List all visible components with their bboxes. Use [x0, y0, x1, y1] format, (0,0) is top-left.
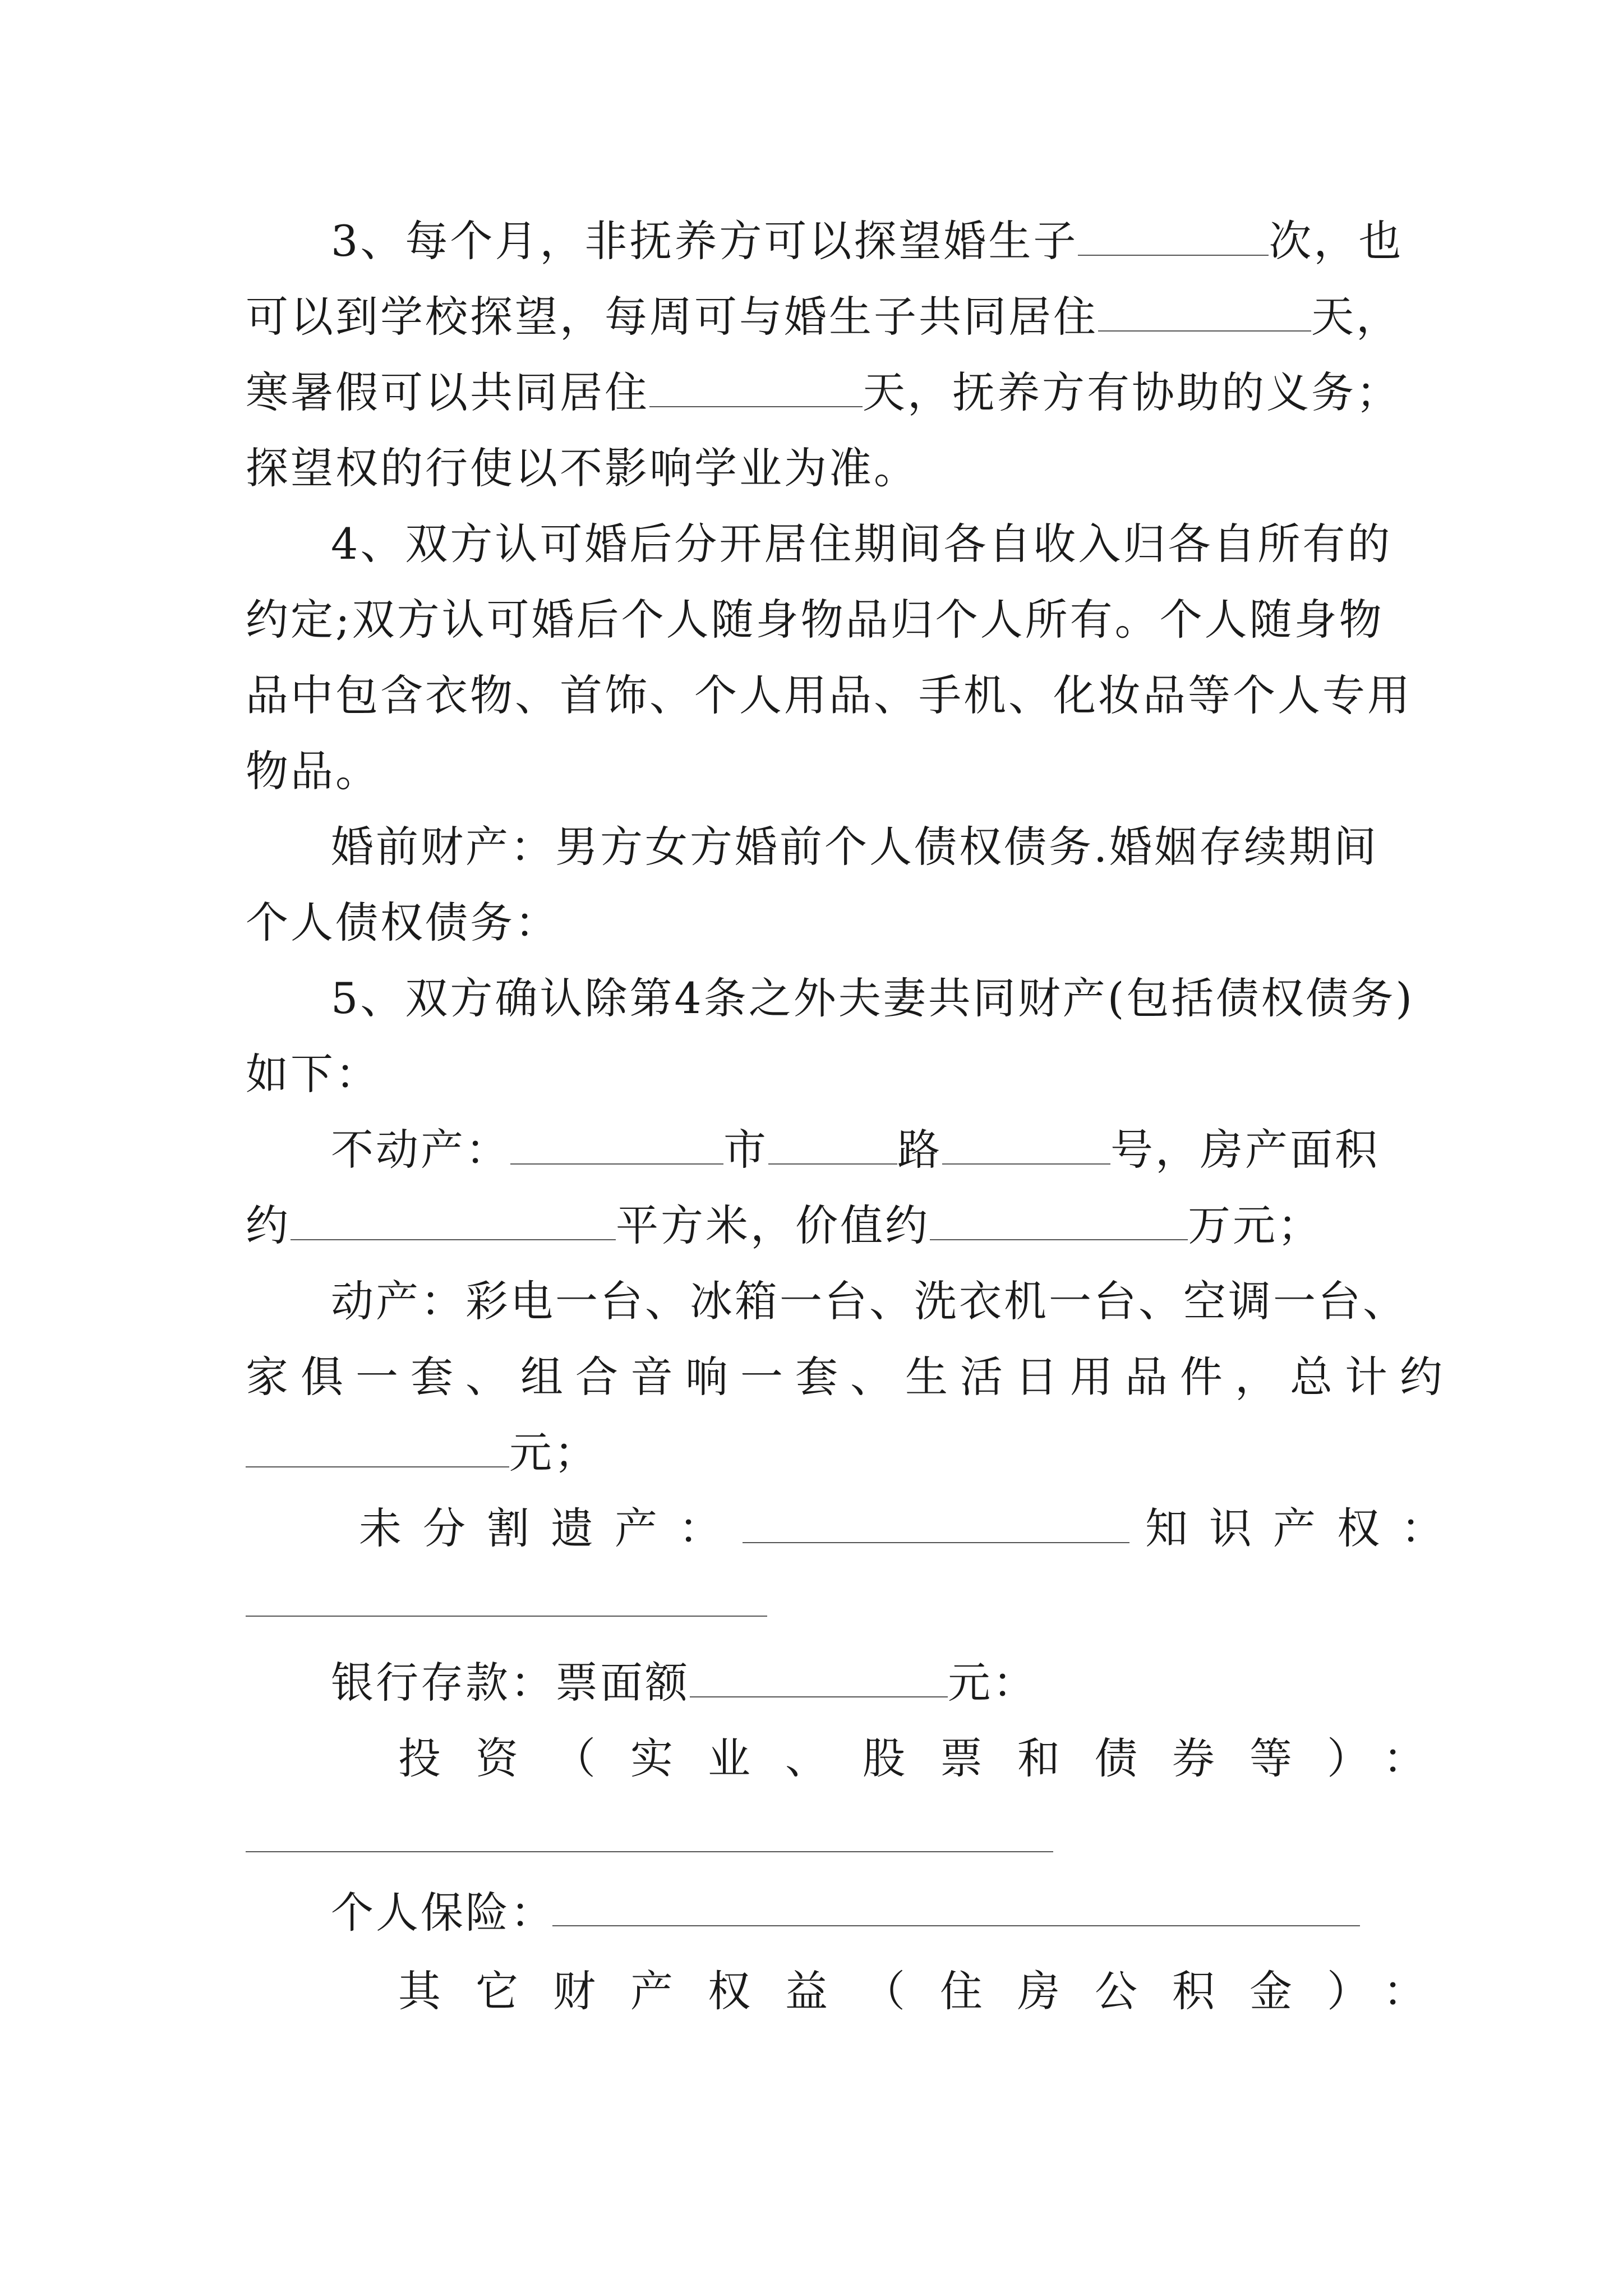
premarital-line-1: [331, 819, 1378, 875]
text: 万元；: [1188, 1200, 1322, 1250]
text: 号，房产面积: [1110, 1125, 1380, 1175]
text: 天，: [1311, 292, 1401, 342]
text: 次，也: [1269, 216, 1404, 266]
text: 不动产：: [331, 1125, 510, 1175]
movable-line-1: [331, 1273, 1408, 1329]
paragraph-5-line-2: [246, 1046, 380, 1102]
area-blank: [291, 1203, 616, 1240]
other-rights-line: [398, 1963, 1460, 2019]
text: 如下：: [246, 1049, 380, 1099]
text: 个人保险：: [331, 1888, 555, 1938]
paragraph-5-line-1: [331, 970, 1414, 1027]
road-blank: [768, 1128, 897, 1165]
inheritance-blank: [743, 1506, 1129, 1543]
text: 其它财产权益（住房公积金）：: [398, 1966, 1460, 2016]
text: 个人债权债务：: [246, 898, 560, 947]
text: 银行存款：票面额: [331, 1658, 690, 1708]
movable-line-2: [246, 1349, 1455, 1405]
paragraph-4-line-4: [246, 743, 380, 799]
total-blank: [246, 1430, 509, 1467]
text: 未分割遗产：: [359, 1503, 743, 1553]
deposit-amount-blank: [690, 1660, 948, 1697]
number-blank: [942, 1128, 1110, 1165]
premarital-line-2: [246, 895, 560, 951]
paragraph-4-line-3: [246, 668, 1412, 724]
city-blank: [510, 1128, 723, 1165]
paragraph-3-line-1: [331, 213, 1403, 269]
text: 物品。: [246, 746, 380, 796]
investment-blank: [246, 1851, 1053, 1852]
bank-deposit-line: [331, 1655, 1038, 1711]
paragraph-3-line-4: [246, 440, 919, 496]
insurance-line: [331, 1885, 555, 1941]
text: 寒暑假可以共同居住: [246, 367, 649, 417]
paragraph-3-line-3: [246, 365, 1401, 421]
paragraph-4-line-1: [331, 516, 1392, 572]
real-estate-line-1: [331, 1122, 1380, 1178]
investment-line: [398, 1731, 1460, 1787]
text: 元；: [509, 1428, 599, 1478]
value-blank: [930, 1203, 1188, 1240]
text: 天，抚养方有协助的义务；: [863, 367, 1401, 417]
text: 品中包含衣物、首饰、个人用品、手机、化妆品等个人专用: [246, 670, 1412, 720]
text: 动产：彩电一台、冰箱一台、洗衣机一台、空调一台、: [331, 1276, 1408, 1326]
vacation-days-blank: [649, 370, 863, 407]
ip-blank: [246, 1616, 767, 1617]
paragraph-4-line-2: [246, 592, 1384, 648]
text: 5、双方确认除第4条之外夫妻共同财产(包括债权债务): [331, 973, 1415, 1023]
movable-line-3: [246, 1425, 599, 1481]
text: 婚前财产：男方女方婚前个人债权债务.婚姻存续期间: [331, 822, 1379, 872]
real-estate-line-2: [246, 1198, 1322, 1254]
text: 约定;双方认可婚后个人随身物品归个人所有。个人随身物: [246, 595, 1384, 645]
visit-count-blank: [1078, 219, 1269, 256]
inheritance-line: [359, 1501, 1465, 1557]
text: 投资（实业、股票和债券等）：: [398, 1733, 1460, 1783]
text: 可以到学校探望，每周可与婚生子共同居住: [246, 292, 1098, 342]
insurance-blank: [552, 1925, 1360, 1926]
text: 3、每个月，非抚养方可以探望婚生子: [331, 216, 1078, 266]
weekly-days-blank: [1098, 295, 1311, 332]
text: 路: [897, 1125, 942, 1175]
text: 元：: [948, 1658, 1038, 1708]
text: 市: [723, 1125, 768, 1175]
paragraph-3-line-2: [246, 289, 1401, 345]
text: 平方米，价值约: [616, 1200, 930, 1250]
text: 约: [246, 1200, 291, 1250]
text: 家俱一套、组合音响一套、生活日用品件，总计约: [246, 1352, 1455, 1402]
text: 4、双方认可婚后分开居住期间各自收入归各自所有的: [331, 519, 1393, 569]
text: 知识产权：: [1145, 1503, 1465, 1553]
text: 探望权的行使以不影响学业为准。: [246, 443, 919, 493]
